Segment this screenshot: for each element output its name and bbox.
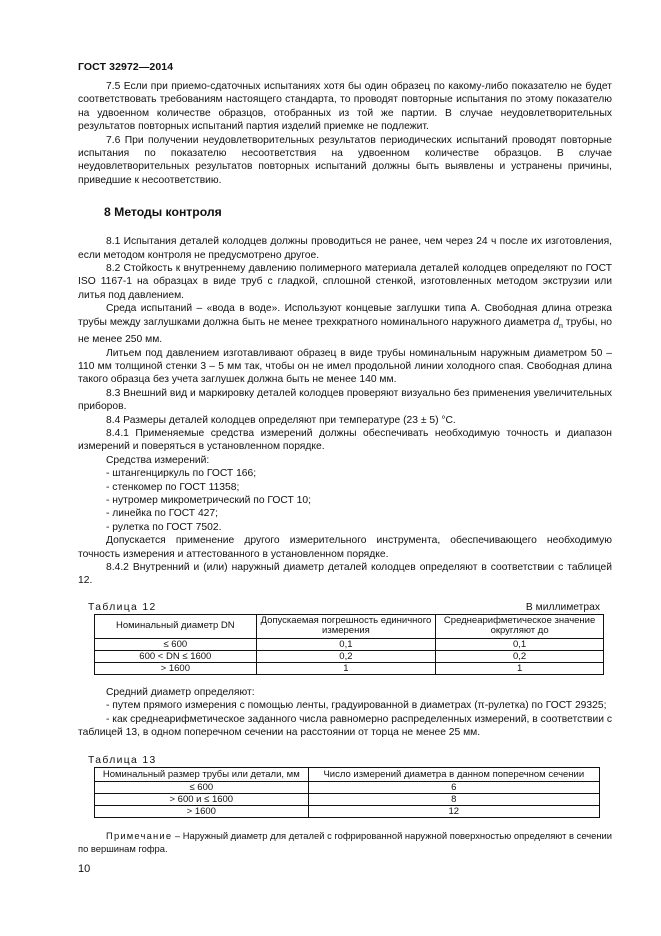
table-row [95,794,600,806]
table-header-row [95,614,604,638]
table-cell: 6 [308,782,599,794]
document-code-header: ГОСТ 32972—2014 [78,61,174,73]
paragraph-test-medium [78,302,612,346]
table-cell: 12 [308,806,599,818]
table-note [78,830,612,854]
table-cell: 600 < DN ≤ 1600 [95,650,257,662]
instrument-item: - рулетка по ГОСТ 7502. [106,521,222,533]
table-row [95,806,600,818]
paragraph-alternative-tools: Допускается применение другого измерительного инструмента, обеспечивающего необходимую точность измерения и аттестованного в установленном порядке. [78,535,612,560]
paragraph-8-2: 8.2 Стойкость к внутреннему давлению полимерного материала деталей колодцев определяют по ГОСТ ISO 1167-1 на образцах в виде труб с гладкой, сплошной стенкой, изготовленных методом экструзии или литья под давлением. [78,263,612,301]
table-cell: ≤ 600 [95,782,309,794]
instruments-title: Средства измерений: [106,454,210,466]
paragraph-7-5: 7.5 Если при приемо-сдаточных испытаниях хотя бы один образец по какому-либо показателю не будет соответствовать требованиям настоящего стандарта, то проводят повторные испытания по этому показателю на удвоенном количестве образцов, отобранных из той же партии. В случае неудовлетворительных результатов повторных испытаний партия изделий приемке не подлежит. [78,81,612,133]
table-header-cell: Число измерений диаметра в данном поперечном сечении [308,768,599,782]
table-header-cell: Номинальный размер трубы или детали, мм [95,768,309,782]
table-cell: 8 [308,794,599,806]
instrument-item: - штангенциркуль по ГОСТ 166; [106,468,257,480]
paragraph-8-4-1: 8.4.1 Применяемые средства измерений должны обеспечивать необходимую точность и диапазон измерений и поверяться в установленном порядке. [78,427,612,453]
table-cell: 1 [436,662,604,674]
table-header-cell: Среднеарифметическое значение округляют до [436,614,604,638]
table-12 [94,614,604,675]
table-12-units: В миллиметрах [525,601,600,613]
paragraph-8-4: 8.4 Размеры деталей колодцев определяют при температуре (23 ± 5) °С. [106,414,456,426]
paragraph-injection-molding: Литьем под давлением изготавливают образец в виде трубы номинальным наружным диаметром 50 – 110 мм толщиной стенки 3 – 5 мм так, чтобы он не имел продольной линии холодного спая. Свободная длина такого образца без учета заглушек должна быть не менее 140 мм. [78,347,612,386]
table-cell: 0,1 [436,638,604,650]
table-cell: 1 [256,662,436,674]
test-medium-text-a: Среда испытаний – «вода в воде». Используют концевые заглушки типа А. Свободная длина отрезка трубы между заглушками должна быть не менее трехкратного номинального наружного диаметра [78,303,612,328]
table-row [95,650,604,662]
table-cell: 0,2 [256,650,436,662]
table-12-caption: Таблица 12 [88,601,157,613]
table-row [95,638,604,650]
instrument-item: - стенкомер по ГОСТ 11358; [106,481,240,493]
table-cell: > 600 и ≤ 1600 [95,794,309,806]
table-row [95,662,604,674]
table-13-caption: Таблица 13 [88,755,157,767]
table-cell: ≤ 600 [95,638,257,650]
mean-diameter-intro: Средний диаметр определяют: [106,686,255,698]
instrument-item: - нутромер микрометрический по ГОСТ 10; [106,495,311,507]
page-content [78,80,612,855]
table-13-caption-row [88,755,600,767]
diameter-subscript: n [559,322,563,330]
table-12-caption-row [88,602,600,614]
table-13 [94,767,600,818]
mean-diameter-item: - как среднеарифметическое заданного числа равномерно распределенных измерений, в соответствии с таблицей 13, в одном поперечном сечении на расстоянии от торца не менее 25 мм. [78,713,612,739]
paragraph-8-1: 8.1 Испытания деталей колодцев должны проводиться не ранее, чем через 24 ч после их изготовления, если методом контроля не предусмотрено другое. [78,236,612,261]
page-number: 10 [78,863,91,875]
test-medium-text-b: трубы, но не менее 250 мм. [78,316,612,346]
table-header-cell: Номинальный диаметр DN [95,614,257,638]
table-cell: > 1600 [95,662,257,674]
paragraph-8-4-2: 8.4.2 Внутренний и (или) наружный диаметр деталей колодцев определяют в соответствии с таблицей 12. [78,562,612,587]
mean-diameter-item: - путем прямого измерения с помощью ленты, градуированной в диаметрах (π-рулетка) по ГОСТ 29325; [106,700,607,712]
table-row [95,782,600,794]
section-title: 8 Методы контроля [104,205,222,220]
diameter-symbol: d [553,316,559,328]
note-label: Примечание [106,830,173,842]
paragraph-7-6: 7.6 При получении неудовлетворительных результатов периодических испытаний проводят повторные испытания по показателю несоответствия на удвоенном количестве образцов. В случае неудовлетворительных результатов повторных испытаний должны быть выявлены и устранены причины, приведшие к несоответствию. [78,134,612,186]
note-text: – Наружный диаметр для деталей с гофрированной наружной поверхностью определяют в сечении по вершинам гофра. [78,830,612,854]
table-cell: 0,2 [436,650,604,662]
table-header-cell: Допускаемая погрешность единичного измерения [256,614,436,638]
instrument-item: - линейка по ГОСТ 427; [106,508,218,520]
table-cell: 0,1 [256,638,436,650]
table-header-row [95,768,600,782]
paragraph-8-3: 8.3 Внешний вид и маркировку деталей колодцев проверяют визуально без применения увеличительных приборов. [78,387,612,413]
table-cell: > 1600 [95,806,309,818]
